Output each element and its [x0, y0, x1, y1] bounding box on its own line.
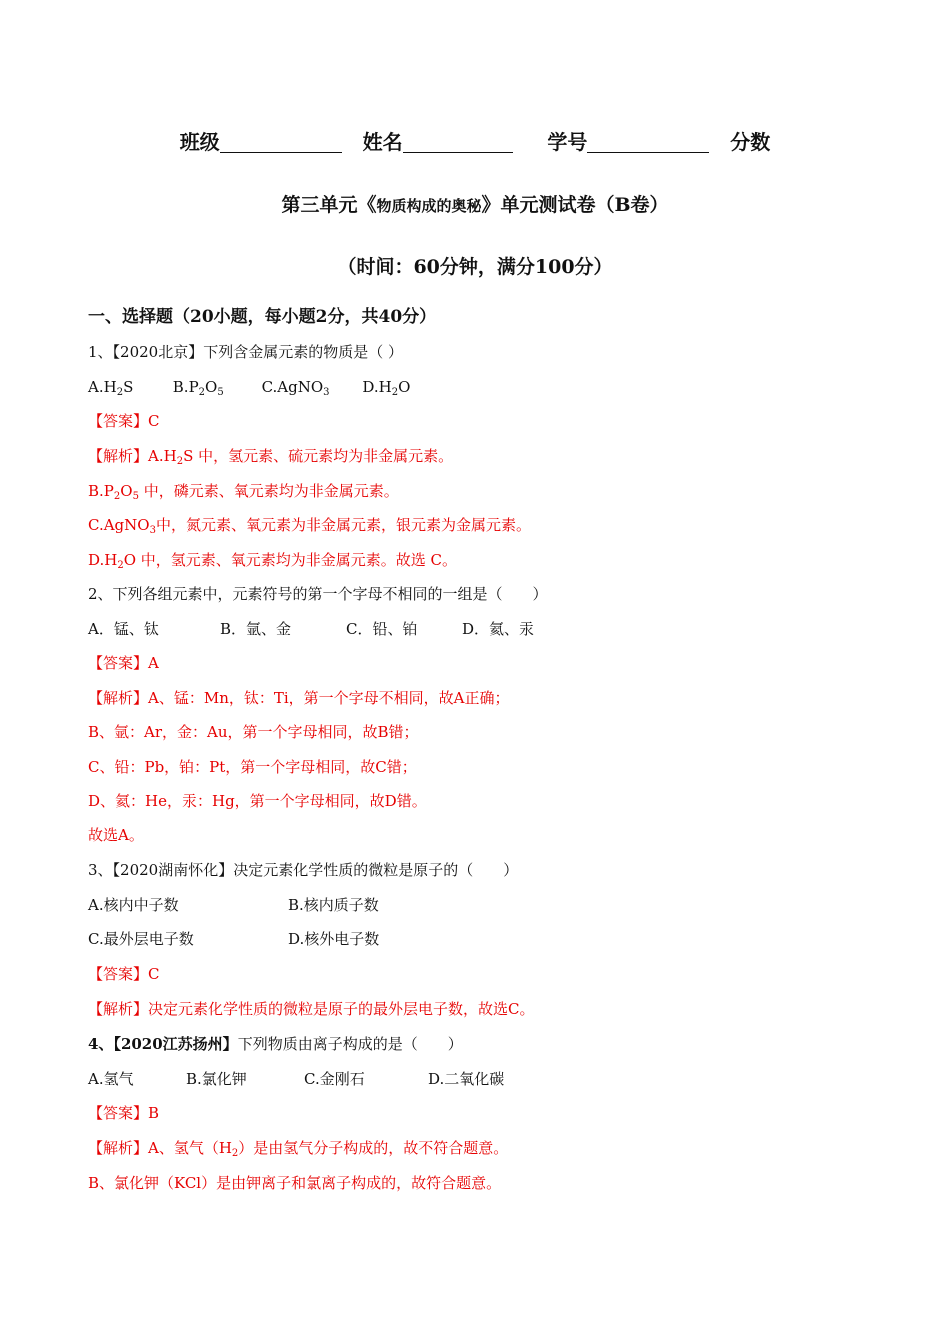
q4-option-a: A.氢气	[88, 1070, 134, 1088]
id-blank[interactable]	[587, 152, 709, 153]
q2-analysis-1: 【解析】A、锰：Mn，钛：Ti，第一个字母不相同，故A正确；	[88, 689, 510, 707]
score-label: 分数	[730, 130, 771, 154]
q2-analysis-4: D、氦：He，汞：Hg，第一个字母相同，故D错。	[88, 792, 427, 810]
q4-answer: 【答案】B	[88, 1104, 160, 1122]
section-heading: 一、选择题（20小题，每小题2分，共40分）	[88, 307, 437, 327]
q4-options	[88, 1069, 504, 1089]
q3-options-row2	[88, 929, 379, 949]
q1-option-d: $D.H_2O$	[362, 378, 411, 398]
q2-stem: 2、下列各组元素中，元素符号的第一个字母不相同的一组是（ ）	[88, 585, 548, 603]
q1-option-b: $B.P_2O_5$	[172, 378, 224, 398]
q1-analysis-4: $D.H_2O$ 中，氢元素、氧元素均为非金属元素。故选 C。	[88, 551, 458, 571]
q2-option-d: D．氦、汞	[462, 620, 535, 638]
q3-answer: 【答案】C	[88, 965, 160, 983]
q2-options	[88, 619, 534, 639]
q3-options-row1	[88, 895, 379, 915]
q4-analysis-1: 【解析】A、氢气$(H_2)$是由氢气分子构成的，故不符合题意。	[88, 1139, 509, 1159]
q4-stem-text: 下列物质由离子构成的是（ ）	[237, 1035, 463, 1053]
q2-option-c: C．铅、铂	[346, 620, 418, 638]
page-title	[0, 192, 950, 219]
q4-number: 4、	[88, 1035, 114, 1053]
title-prefix: 第三单元《	[281, 194, 377, 216]
name-blank[interactable]	[403, 152, 513, 153]
q2-option-b: B．氩、金	[220, 620, 292, 638]
q3-stem: 3、【2020湖南怀化】决定元素化学性质的微粒是原子的（ ）	[88, 861, 519, 879]
q1-analysis-1: 【解析】$A.H_2S$ 中，氢元素、硫元素均为非金属元素。	[88, 447, 454, 467]
q1-analysis-2: $B.P_2O_5$ 中，磷元素、氧元素均为非金属元素。	[88, 482, 399, 502]
q4-analysis-2: B、氯化钾（KCl）是由钾离子和氯离子构成的，故符合题意。	[88, 1174, 502, 1192]
title-suffix: 》单元测试卷（B卷）	[481, 194, 669, 216]
q3-option-d: D.核外电子数	[288, 930, 380, 948]
q4-source: 【2020江苏扬州】	[113, 1035, 238, 1053]
q2-option-a: A．锰、钛	[88, 620, 159, 638]
q4-stem	[88, 1034, 463, 1054]
q2-analysis-3: C、铅：Pb，铂：Pt，第一个字母相同，故C错；	[88, 758, 417, 776]
q3-option-b: B.核内质子数	[288, 896, 379, 914]
student-info-line	[0, 128, 950, 156]
q1-options	[88, 377, 410, 397]
q3-option-a: A.核内中子数	[88, 896, 179, 914]
q1-option-c: C.AgNO$_3$	[261, 378, 330, 398]
q4-option-c: C.金刚石	[304, 1070, 365, 1088]
name-label: 姓名	[362, 130, 403, 154]
class-label: 班级	[179, 130, 220, 154]
q1-option-a: $A.H_2S$	[88, 378, 134, 398]
q1-analysis-3: C.AgNO$_3$中，氮元素、氧元素为非金属元素，银元素为金属元素。	[88, 516, 531, 536]
class-blank[interactable]	[220, 152, 342, 153]
q2-analysis-5: 故选A。	[88, 826, 144, 844]
time-note: （时间：60分钟，满分100分）	[337, 256, 613, 278]
title-topic: 物质构成的奥秘	[376, 197, 482, 215]
q1-stem: 1、【2020北京】下列含金属元素的物质是（ ）	[88, 343, 403, 361]
q2-answer: 【答案】A	[88, 654, 159, 672]
id-label: 学号	[547, 130, 588, 154]
q2-analysis-2: B、氩：Ar，金：Au，第一个字母相同，故B错；	[88, 723, 419, 741]
q3-option-c: C.最外层电子数	[88, 930, 194, 948]
q4-option-b: B.氯化钾	[186, 1070, 247, 1088]
q1-answer: 【答案】C	[88, 412, 160, 430]
q4-option-d: D.二氧化碳	[428, 1070, 505, 1088]
q3-analysis: 【解析】决定元素化学性质的微粒是原子的最外层电子数，故选C。	[88, 1000, 535, 1018]
